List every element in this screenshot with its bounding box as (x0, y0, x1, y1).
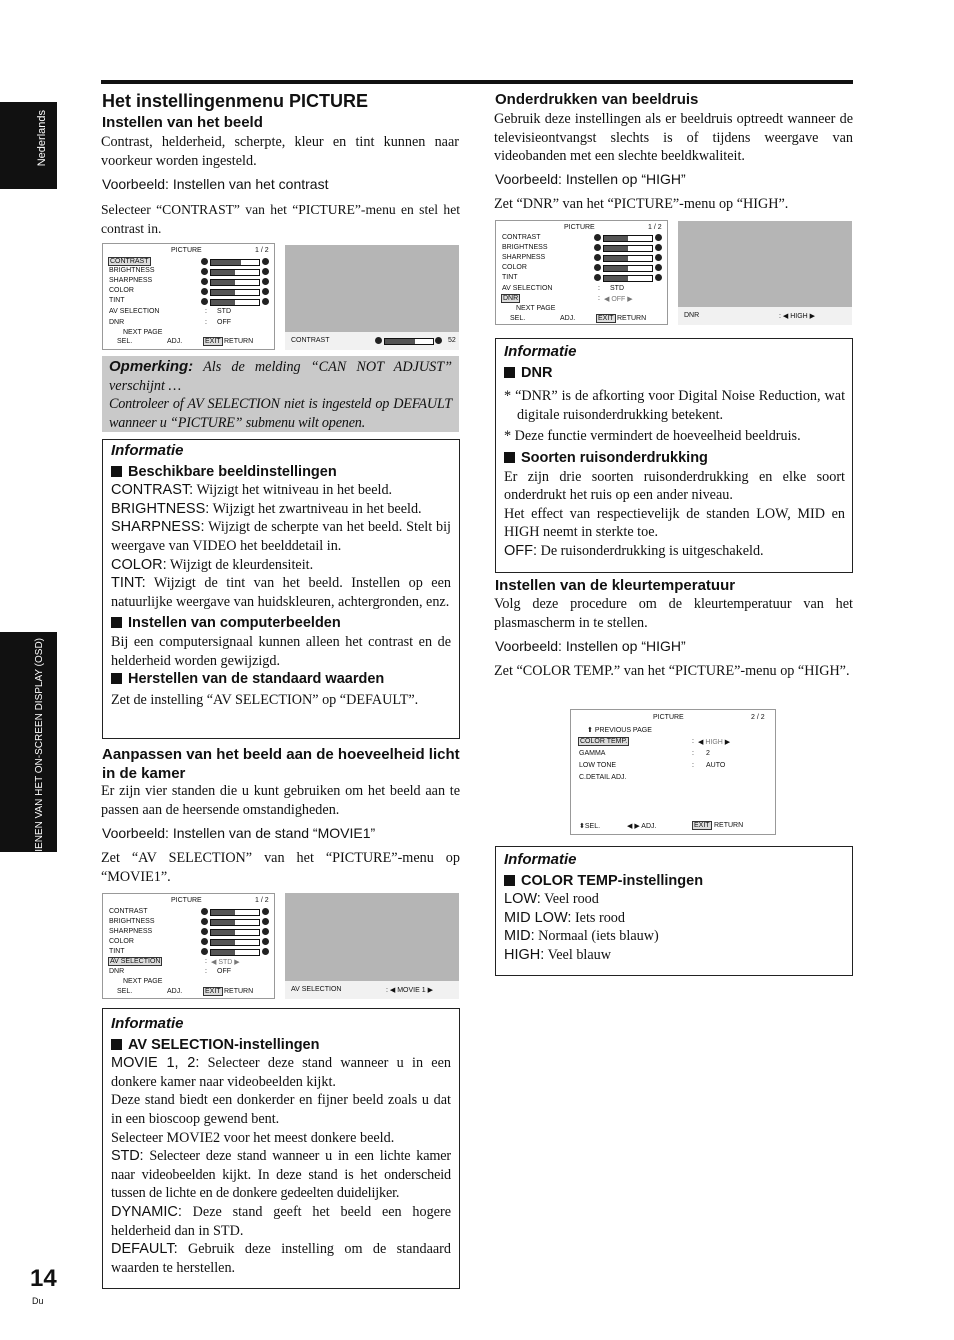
plus-icon (262, 938, 269, 945)
minus-icon (201, 258, 208, 265)
info-low: LOW: Veel rood (504, 891, 599, 908)
osd-val-off: OFF (217, 968, 231, 975)
plus-icon (262, 928, 269, 935)
info-dynamic: DYNAMIC: Deze stand geeft het beeld een hogere helderheid dan in STD. (111, 1203, 451, 1239)
page-title: Het instellingenmenu PICTURE (102, 91, 369, 111)
slider (603, 265, 653, 272)
osd-exit: EXIT (598, 315, 614, 322)
plus-icon (262, 258, 269, 265)
info-box-colortemp (495, 846, 853, 976)
screen-label: CONTRAST (291, 337, 330, 344)
info-computer: Bij een computersignaal kunnen alleen het contrast en de helderheid worden gewijzigd. (111, 633, 451, 669)
info-subheading: DNR (504, 364, 845, 383)
osd-item-brightness: BRIGHTNESS (502, 244, 548, 251)
info-high: HIGH: Veel blauw (504, 946, 612, 963)
screen-label: AV SELECTION (291, 986, 342, 993)
screen-status-bar (285, 981, 459, 999)
instruction-movie: Zet “AV SELECTION” van het “PICTURE”-menu op “MOVIE1”. (101, 850, 460, 885)
osd-exit: EXIT (205, 338, 221, 345)
note-line-1: Als de melding “CAN NOT ADJUST” verschijnt … (109, 359, 452, 394)
osd-item-tint: TINT (109, 948, 125, 955)
osd-val-std: ◀ STD ▶ (211, 959, 240, 966)
info-tint: TINT: Wijzigt de tint van het beeld. Instellen op een natuurlijke weergave van huidskleuren, achtergronden, enz. (111, 575, 451, 610)
osd-adj: ◀ ▶ ADJ. (627, 823, 657, 830)
osd-val-off: ◀ OFF ▶ (604, 296, 633, 303)
osd-colon: : (205, 308, 207, 315)
minus-icon (201, 288, 208, 295)
instruction-contrast: Selecteer “CONTRAST” van het “PICTURE”-menu en stel het contrast in. (101, 202, 460, 236)
info-color: COLOR: Wijzigt de kleurdensiteit. (111, 556, 314, 573)
info-subheading: AV SELECTION-instellingen (111, 1036, 451, 1055)
osd-item-tint: TINT (502, 274, 518, 281)
minus-icon (375, 337, 382, 344)
osd-next-page: NEXT PAGE (123, 978, 163, 985)
info-brightness: BRIGHTNESS: Wijzigt het zwartniveau in het beeld. (111, 500, 422, 517)
osd-colon: : (205, 958, 207, 965)
language-tab (0, 102, 57, 189)
minus-icon (201, 918, 208, 925)
slider (210, 929, 260, 936)
osd-page: 1 / 2 (255, 897, 269, 904)
osd-item-sharpness: SHARPNESS (109, 928, 153, 935)
section-heading-picture: Instellen van het beeld (102, 114, 263, 131)
plus-icon (262, 278, 269, 285)
plus-icon (655, 244, 662, 251)
screen-value: 52 (448, 337, 456, 344)
screen-preview-contrast (285, 245, 459, 350)
section-tab-label: BEDIENEN VAN HET ON-SCREEN DISPLAY (OSD) (34, 638, 45, 873)
osd-colon: : (692, 762, 694, 769)
slider (603, 245, 653, 252)
info-subheading: Soorten ruisonderdrukking (504, 449, 845, 468)
osd-sel: SEL. (117, 338, 133, 345)
osd-sel: SEL. (510, 315, 526, 322)
section-body-light: Er zijn vier standen die u kunt gebruiken om het beeld aan te passen aan de heersende omstandigheden. (101, 783, 460, 818)
page-number: 14 (30, 1265, 57, 1292)
slider (210, 279, 260, 286)
osd-item-colortemp: COLOR TEMP. (580, 738, 628, 745)
minus-icon (201, 908, 208, 915)
osd-item-avsel: AV SELECTION (502, 285, 553, 292)
osd-item-sharpness: SHARPNESS (109, 277, 153, 284)
top-rule (101, 80, 853, 84)
plus-icon (262, 948, 269, 955)
section-heading-noise: Onderdrukken van beeldruis (495, 91, 699, 108)
plus-icon (262, 918, 269, 925)
osd-item-dnr: DNR (503, 295, 519, 302)
info-title: Informatie (504, 343, 577, 360)
osd-colon: : (205, 319, 207, 326)
slider (603, 275, 653, 282)
osd-val-auto: AUTO (706, 762, 726, 769)
minus-icon (594, 244, 601, 251)
slider (603, 235, 653, 242)
slider (603, 255, 653, 262)
info-subheading: Herstellen van de standaard waarden (111, 670, 451, 689)
osd-val-off: OFF (217, 319, 231, 326)
slider (210, 299, 260, 306)
info-contrast: CONTRAST: Wijzigt het witniveau in het beeld. (111, 482, 393, 499)
osd-next-page: NEXT PAGE (123, 329, 163, 336)
osd-val-std: STD (610, 285, 624, 292)
screen-preview-dnr (678, 221, 852, 325)
info-bullet: * Deze functie vermindert de hoeveelheid beeldruis. (504, 428, 801, 445)
info-movie: MOVIE 1, 2: Selecteer deze stand wanneer u in een donkere kamer naar videobeelden kijkt. (111, 1055, 451, 1090)
plus-icon (262, 268, 269, 275)
osd-sel: ⬍SEL. (579, 823, 601, 830)
info-desc: Het effect van respectievelijk de standen LOW, MID en HIGH neemt in sterkte toe. (504, 505, 845, 541)
section-body-colortemp: Volg deze procedure om de kleurtemperatuur van het plasmascherm in te stellen. (494, 596, 853, 631)
osd-next-page: NEXT PAGE (516, 305, 556, 312)
info-off: OFF: De ruisonderdrukking is uitgeschakeld. (504, 542, 764, 559)
info-content (504, 851, 845, 965)
info-box-dnr (495, 338, 853, 573)
osd-colon: : (598, 295, 600, 302)
slider (210, 259, 260, 266)
example-high: Voorbeeld: Instellen op “HIGH” (495, 638, 686, 654)
section-tab (0, 632, 57, 873)
screen-status-bar (678, 307, 852, 325)
osd-title: PICTURE (653, 714, 684, 721)
osd-item-contrast: CONTRAST (109, 908, 148, 915)
example-dnr: Voorbeeld: Instellen op “HIGH” (495, 171, 686, 187)
osd-item-color: COLOR (109, 287, 134, 294)
osd-page: 1 / 2 (648, 224, 662, 231)
osd-adj: ADJ. (560, 315, 576, 322)
plus-icon (655, 264, 662, 271)
plus-icon (262, 908, 269, 915)
osd-title: PICTURE (564, 224, 595, 231)
info-movie-3: Selecteer MOVIE2 voor het meest donkere beeld. (111, 1129, 395, 1146)
minus-icon (201, 928, 208, 935)
osd-val-std: STD (217, 308, 231, 315)
osd-item-dnr: DNR (109, 968, 125, 975)
info-subheading: Beschikbare beeldinstellingen (111, 463, 451, 482)
osd-return: RETURN (714, 822, 744, 829)
osd-item-brightness: BRIGHTNESS (109, 267, 155, 274)
osd-exit: EXIT (205, 988, 221, 995)
info-content (504, 343, 845, 561)
section-heading-colortemp: Instellen van de kleurtemperatuur (495, 577, 736, 594)
slider (210, 289, 260, 296)
osd-page: 2 / 2 (751, 714, 765, 721)
note-line-2: Controleer of AV SELECTION niet is ingesteld op DEFAULT wanneer u “PICTURE” submenu wilt openen. (109, 396, 452, 431)
plus-icon (655, 234, 662, 241)
instruction-colortemp: Zet “COLOR TEMP.” van het “PICTURE”-menu op “HIGH”. (494, 663, 850, 679)
osd-colon: : (598, 285, 600, 292)
osd-item-cdetail: C.DETAIL ADJ. (579, 774, 627, 781)
note-text (109, 358, 452, 432)
screen-preview-avsel (285, 893, 459, 999)
minus-icon (201, 278, 208, 285)
slider (210, 909, 260, 916)
osd-menu-colortemp (570, 709, 776, 835)
minus-icon (201, 298, 208, 305)
section-body-noise: Gebruik deze instellingen als er beeldruis optreedt wanneer de televisieontvangst slechts is of tijdens weergave van videobanden met een slechte beeldkwaliteit. (494, 111, 853, 165)
info-default: DEFAULT: Gebruik deze instelling om de standaard waarden te herstellen. (111, 1241, 451, 1276)
instruction-dnr: Zet “DNR” van het “PICTURE”-menu op “HIGH”. (494, 196, 789, 212)
info-content (111, 442, 451, 709)
osd-page: 1 / 2 (255, 247, 269, 254)
info-movie-2: Deze stand biedt een donkerder en fijner beeld zoals u dat in een bioscoop gewend bent. (111, 1092, 451, 1127)
osd-item-gamma: GAMMA (579, 750, 606, 757)
plus-icon (655, 254, 662, 261)
plus-icon (655, 274, 662, 281)
osd-colon: : (692, 750, 694, 757)
plus-icon (262, 288, 269, 295)
info-midlow: MID LOW: Iets rood (504, 909, 625, 926)
osd-val-gamma: 2 (706, 750, 710, 757)
section-heading-light: Aanpassen van het beeld aan de hoeveelheid licht in de kamer (102, 746, 460, 782)
osd-adj: ADJ. (167, 988, 183, 995)
plus-icon (435, 337, 442, 344)
info-mid: MID: Normaal (iets blauw) (504, 928, 659, 945)
minus-icon (594, 264, 601, 271)
example-contrast: Voorbeeld: Instellen van het contrast (102, 176, 329, 192)
info-title: Informatie (111, 1015, 184, 1032)
osd-menu-dnr (495, 220, 668, 325)
slider (210, 919, 260, 926)
slider (210, 939, 260, 946)
info-title: Informatie (504, 851, 577, 868)
osd-item-contrast: CONTRAST (502, 234, 541, 241)
info-title: Informatie (111, 442, 184, 459)
section-body-picture: Contrast, helderheid, scherpte, kleur en tint kunnen naar voorkeur worden ingesteld. (101, 134, 459, 169)
osd-title: PICTURE (171, 247, 202, 254)
osd-prev-page: ⬆ PREVIOUS PAGE (587, 727, 652, 734)
info-bullet: * “DNR” is de afkorting voor Digital Noise Reduction, wat digitale ruisonderdrukking betekent. (504, 388, 846, 423)
osd-item-lowtone: LOW TONE (579, 762, 617, 769)
osd-item-contrast: CONTRAST (110, 258, 149, 265)
screen-label: DNR (684, 312, 700, 319)
info-box-avsel (102, 1008, 460, 1289)
osd-return: RETURN (224, 338, 254, 345)
osd-sel: SEL. (117, 988, 133, 995)
note-label: Opmerking: (109, 358, 194, 375)
slider (384, 338, 434, 345)
language-tab-label: Nederlands (36, 110, 48, 167)
info-subheading: COLOR TEMP-instellingen (504, 872, 845, 891)
osd-return: RETURN (224, 988, 254, 995)
osd-colon: : (205, 968, 207, 975)
info-content (111, 1015, 451, 1277)
osd-colon: : (692, 738, 694, 745)
minus-icon (201, 948, 208, 955)
info-reset: Zet de instelling “AV SELECTION” op “DEFAULT”. (111, 691, 419, 708)
slider (210, 269, 260, 276)
osd-menu-avsel (102, 893, 275, 999)
screen-status-bar (285, 332, 459, 350)
minus-icon (201, 268, 208, 275)
osd-item-avsel: AV SELECTION (110, 958, 161, 965)
info-box-picture (102, 439, 460, 739)
osd-adj: ADJ. (167, 338, 183, 345)
osd-item-dnr: DNR (109, 319, 125, 326)
osd-item-sharpness: SHARPNESS (502, 254, 546, 261)
slider (210, 949, 260, 956)
osd-exit: EXIT (694, 822, 710, 829)
osd-title: PICTURE (171, 897, 202, 904)
info-std: STD: Selecteer deze stand wanneer u in een lichte kamer naar videobeelden kijkt. In deze stand is het onderscheid tussen de lichte en de donkere gedeelten duidelijker. (111, 1148, 451, 1202)
example-movie: Voorbeeld: Instellen van de stand “MOVIE1” (102, 825, 376, 841)
screen-value: : ◀ MOVIE 1 ▶ (386, 987, 433, 994)
page-lang: Du (32, 1296, 44, 1306)
minus-icon (594, 234, 601, 241)
minus-icon (594, 274, 601, 281)
plus-icon (262, 298, 269, 305)
screen-value: : ◀ HIGH ▶ (779, 313, 816, 320)
info-subheading: Instellen van computerbeelden (111, 614, 451, 633)
info-sharpness: SHARPNESS: Wijzigt de scherpte van het beeld. Stelt bij weergave van VIDEO het beelddetail in. (111, 519, 451, 554)
minus-icon (594, 254, 601, 261)
osd-item-color: COLOR (502, 264, 527, 271)
osd-item-tint: TINT (109, 297, 125, 304)
minus-icon (201, 938, 208, 945)
osd-item-color: COLOR (109, 938, 134, 945)
osd-val-high: ◀ HIGH ▶ (698, 739, 731, 746)
osd-return: RETURN (617, 315, 647, 322)
osd-item-avsel: AV SELECTION (109, 308, 160, 315)
osd-item-brightness: BRIGHTNESS (109, 918, 155, 925)
osd-menu-contrast (102, 243, 275, 350)
info-desc: Er zijn drie soorten ruisonderdrukking en elke soort onderdrukt het ruis op een ander niveau. (504, 468, 845, 504)
